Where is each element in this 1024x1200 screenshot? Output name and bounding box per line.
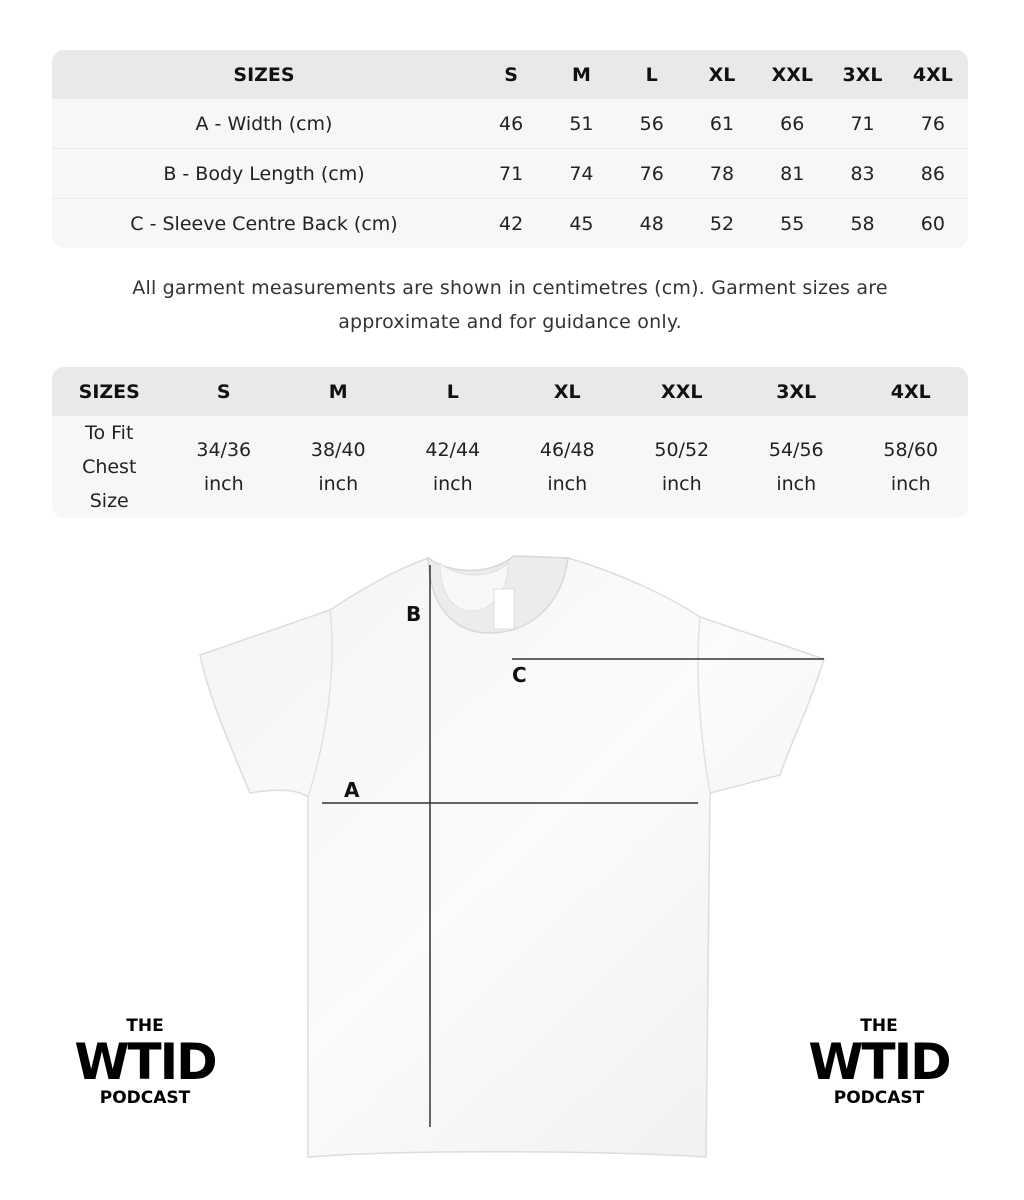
header-size-3xl: 3XL (827, 50, 897, 99)
logo-podcast: PODCAST (99, 1088, 191, 1108)
table-cell: 74 (546, 149, 616, 199)
table-cell: 51 (569, 112, 594, 135)
table-cell (625, 416, 740, 518)
logo-wtid: WTID (74, 1033, 216, 1091)
label-a: A (344, 778, 360, 802)
table-cell (510, 416, 625, 518)
table-cell: 66 (780, 112, 805, 135)
label-c: C (512, 663, 527, 687)
header-size-s: S (167, 367, 282, 416)
header-size-m: M (546, 50, 616, 99)
note-line-1: All garment measurements are shown in centimetres (cm). Garment sizes are (132, 277, 888, 299)
measurements-header-row (52, 50, 968, 99)
table-cell: 76 (617, 149, 687, 199)
chest-unit: inch (776, 473, 817, 495)
wtid-podcast-logo-right (804, 1016, 954, 1108)
logo-the: THE (126, 1016, 164, 1036)
chest-value: 42/44 (425, 439, 481, 461)
header-size-xl: XL (687, 50, 757, 99)
header-size-l: L (617, 50, 687, 99)
chest-unit: inch (432, 473, 473, 495)
table-cell: 76 (920, 112, 945, 135)
note-line-2: approximate and for guidance only. (338, 311, 682, 333)
table-row (52, 149, 968, 199)
header-sizes: SIZES (52, 367, 167, 416)
chest-size-table (52, 367, 968, 518)
row-label-chest (52, 416, 167, 518)
table-cell: 42 (476, 199, 546, 249)
chest-unit: inch (661, 473, 702, 495)
table-cell: 55 (757, 199, 827, 249)
table-cell: 81 (757, 149, 827, 199)
table-cell: 83 (827, 149, 897, 199)
tshirt-illustration (190, 545, 840, 1165)
chest-header-row (52, 367, 968, 416)
table-cell: 60 (898, 199, 968, 249)
row-label-line-1: To Fit Chest (82, 422, 137, 478)
chest-unit: inch (318, 473, 359, 495)
chest-unit: inch (203, 473, 244, 495)
header-size-l: L (396, 367, 511, 416)
chest-value: 58/60 (883, 439, 939, 461)
table-cell (854, 416, 969, 518)
table-cell: 58 (827, 199, 897, 249)
chest-value: 50/52 (654, 439, 710, 461)
chest-value: 46/48 (539, 439, 595, 461)
table-cell: 61 (709, 112, 735, 135)
header-size-xxl: XXL (757, 50, 827, 99)
table-cell: 86 (898, 149, 968, 199)
table-row (52, 199, 968, 249)
logo-wtid: WTID (808, 1033, 950, 1091)
table-cell: 48 (617, 199, 687, 249)
table-row (52, 99, 968, 149)
header-size-s: S (476, 50, 546, 99)
chest-value: 54/56 (768, 439, 824, 461)
table-cell: 52 (687, 199, 757, 249)
row-label-line-2: Size (89, 490, 129, 512)
neck-tag (494, 589, 514, 629)
chest-value: 38/40 (310, 439, 366, 461)
chest-unit: inch (890, 473, 931, 495)
table-cell (167, 416, 282, 518)
shirt-body (200, 556, 824, 1157)
row-label-body-length: B - Body Length (cm) (52, 149, 476, 199)
header-size-xl: XL (510, 367, 625, 416)
row-label-sleeve: C - Sleeve Centre Back (cm) (52, 199, 476, 249)
wtid-podcast-logo-left (70, 1016, 220, 1108)
table-row (52, 416, 968, 518)
measurements-table (52, 50, 968, 248)
table-cell: 71 (850, 112, 875, 135)
header-size-m: M (281, 367, 396, 416)
row-label-width: A - Width (cm) (195, 112, 333, 135)
table-cell: 78 (687, 149, 757, 199)
table-cell: 45 (546, 199, 616, 249)
label-b: B (406, 602, 422, 626)
header-size-4xl: 4XL (854, 367, 969, 416)
logo-the: THE (860, 1016, 898, 1036)
chest-value: 34/36 (196, 439, 252, 461)
logo-podcast: PODCAST (833, 1088, 925, 1108)
table-cell (396, 416, 511, 518)
table-cell: 46 (499, 112, 524, 135)
table-cell: 71 (476, 149, 546, 199)
chest-unit: inch (547, 473, 588, 495)
table-cell (739, 416, 854, 518)
header-size-3xl: 3XL (739, 367, 854, 416)
table-cell: 56 (639, 112, 664, 135)
table-cell (281, 416, 396, 518)
header-size-4xl: 4XL (898, 50, 968, 99)
measurement-note (60, 271, 960, 339)
header-size-xxl: XXL (625, 367, 740, 416)
header-sizes: SIZES (52, 50, 476, 99)
tshirt-diagram (190, 545, 840, 1165)
